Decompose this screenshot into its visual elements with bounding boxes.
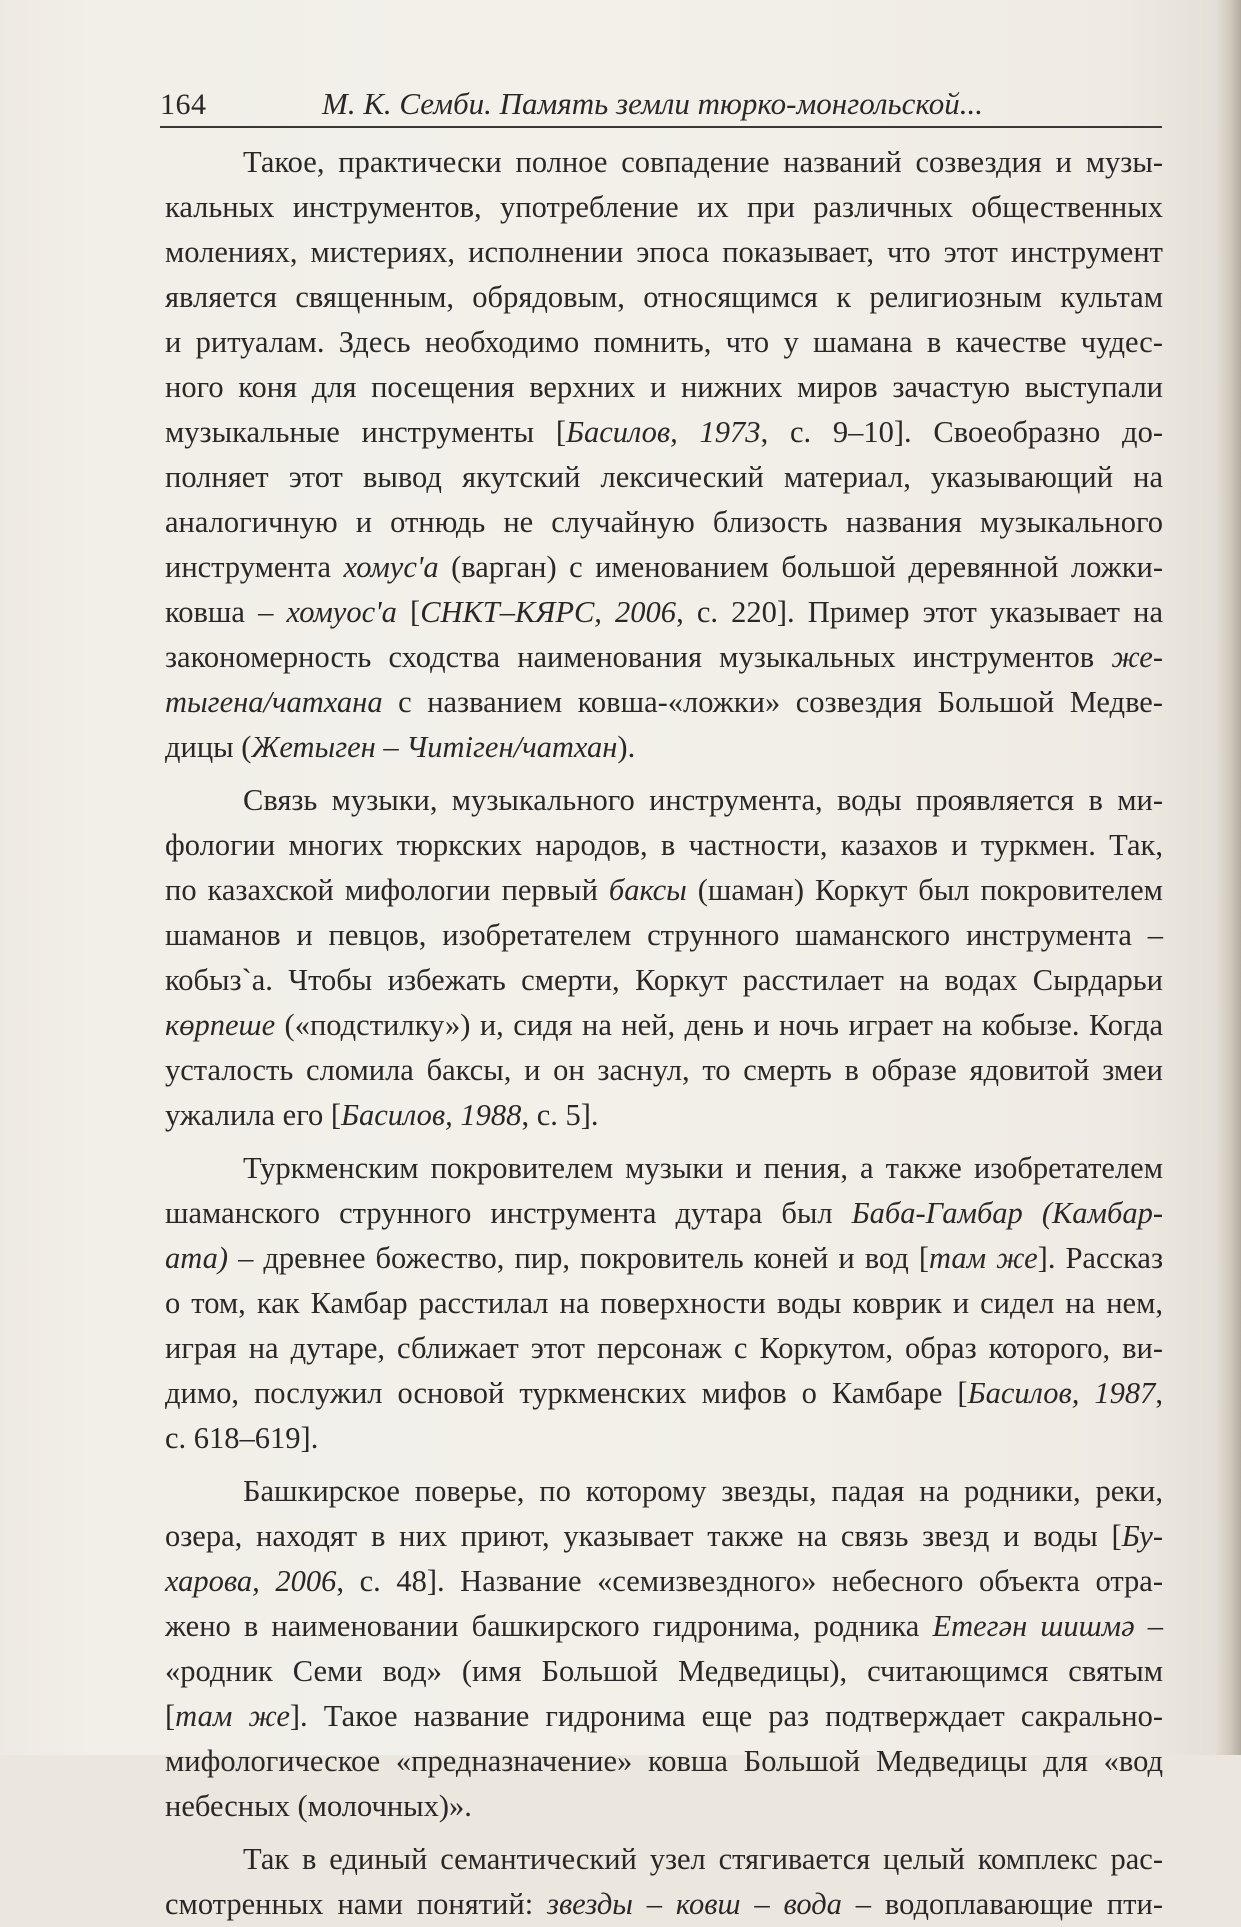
text-span: ужалила его [ — [165, 1098, 341, 1132]
text-span: ного коня для посещения верхних и нижних миров зачастую выступали — [165, 370, 1163, 404]
italic-span: там же — [929, 1241, 1038, 1275]
text-span: с. 618–619]. — [165, 1421, 319, 1455]
text-line — [165, 140, 1163, 185]
text-span: шаманского струнного инструмента дутара был — [165, 1196, 852, 1230]
text-span: о том, как Камбар расстилал на поверхности воды коврик и сидел на нем, — [165, 1286, 1163, 1320]
text-line — [165, 635, 1163, 680]
text-span: «родник Семи вод» (имя Большой Медведицы), считающимся святым — [165, 1654, 1163, 1688]
text-line — [165, 1093, 1163, 1138]
text-span: небесных (молочных)». — [165, 1789, 472, 1823]
text-line — [165, 1694, 1163, 1739]
text-line — [165, 778, 1163, 823]
text-line — [165, 1604, 1163, 1649]
text-line — [165, 1048, 1163, 1093]
paragraph — [165, 1837, 1163, 1927]
text-span: кобыз`а. Чтобы избежать смерти, Коркут расстилает на водах Сырдарьи — [165, 963, 1163, 997]
text-line — [165, 1739, 1163, 1784]
text-line — [165, 365, 1163, 410]
text-line — [165, 1837, 1163, 1882]
text-span: музыкальные инструменты [ — [165, 415, 566, 449]
body-text — [165, 140, 1163, 1927]
text-span: играя на дутаре, сближает этот персонаж с Коркутом, образ которого, ви- — [165, 1331, 1163, 1365]
text-line — [165, 913, 1163, 958]
text-line — [165, 823, 1163, 868]
paragraph — [165, 1146, 1163, 1461]
text-span: дицы ( — [165, 730, 252, 764]
text-span: шаманов и певцов, изобретателем струнного шаманского инструмента – — [165, 918, 1163, 952]
text-line — [165, 185, 1163, 230]
italic-span: харова, 2006 — [165, 1564, 337, 1598]
text-span: с названием ковша-«ложки» созвездия Большой Медве- — [382, 685, 1163, 719]
text-span: и ритуалам. Здесь необходимо помнить, что у шамана в качестве чудес- — [165, 325, 1163, 359]
text-line — [165, 1882, 1163, 1927]
running-title: М. К. Семби. Память земли тюрко-монгольской... — [322, 86, 983, 121]
text-line — [165, 410, 1163, 455]
italic-span: звезды – ковш – вода — [547, 1887, 842, 1921]
text-span: – — [1134, 1609, 1163, 1643]
paragraph-gap — [165, 1829, 1163, 1837]
text-line — [165, 1326, 1163, 1371]
text-span: Башкирское поверье, по которому звезды, падая на родники, реки, — [243, 1474, 1163, 1508]
text-span: ]. Рассказ — [1037, 1241, 1163, 1275]
italic-span: Жетыген – Чиmiген/чатхан — [251, 730, 618, 764]
paragraph — [165, 1469, 1163, 1829]
text-span: жено в наименовании башкирского гидронима, родника — [165, 1609, 933, 1643]
text-line — [165, 1236, 1163, 1281]
text-span: димо, послужил основой туркменских мифов о Камбаре [ — [165, 1376, 968, 1410]
text-line — [165, 1514, 1163, 1559]
text-line — [165, 500, 1163, 545]
text-line — [165, 1416, 1163, 1461]
text-span: фологии многих тюркских народов, в частности, казахов и туркмен. Так, — [165, 828, 1163, 862]
text-span: (варган) с именованием большой деревянной ложки- — [438, 550, 1164, 584]
text-line — [165, 320, 1163, 365]
text-span: мифологическое «предназначение» ковша Большой Медведицы для «вод — [165, 1744, 1163, 1778]
text-span: [ — [165, 1699, 176, 1733]
italic-span: же- — [1111, 640, 1163, 674]
text-span: смотренных нами понятий: — [165, 1887, 548, 1921]
text-span: (шаман) Коркут был покровителем — [686, 873, 1163, 907]
running-header — [160, 82, 1162, 128]
italic-span: Бу- — [1121, 1519, 1163, 1553]
italic-span: там же — [175, 1699, 290, 1733]
text-line — [165, 1559, 1163, 1604]
text-span: , с. 48]. Название «семизвездного» небесного объекта отра- — [336, 1564, 1163, 1598]
text-line — [165, 1371, 1163, 1416]
text-span: [ — [396, 595, 421, 629]
text-line — [165, 725, 1163, 770]
italic-span: көрпеше — [165, 1008, 276, 1042]
paragraph — [165, 778, 1163, 1138]
page-edge-shadow — [1215, 0, 1241, 1755]
italic-span: тыгена/чатхана — [165, 685, 383, 719]
italic-span: хомус'а — [343, 550, 439, 584]
text-line — [165, 590, 1163, 635]
text-line — [165, 1146, 1163, 1191]
italic-span: Басилов, 1987 — [967, 1376, 1156, 1410]
text-line — [165, 1191, 1163, 1236]
text-line — [165, 455, 1163, 500]
text-span: Такое, практически полное совпадение названий созвездия и музы- — [243, 145, 1163, 179]
text-span: ]. Такое название гидронима еще раз подтверждает сакрально- — [289, 1699, 1163, 1733]
italic-span: Етегән шишмә — [932, 1609, 1135, 1643]
text-span: озера, находят в них приют, указывает также на связь звезд и воды [ — [165, 1519, 1122, 1553]
paragraph-gap — [165, 1461, 1163, 1469]
text-span: Так в единый семантический узел стягивается целый комплекс рас- — [243, 1842, 1163, 1876]
italic-span: Басилов, 1988 — [340, 1098, 522, 1132]
text-span: ковша – — [165, 595, 287, 629]
text-line — [165, 545, 1163, 590]
text-span: , с. 220]. Пример этот указывает на — [676, 595, 1163, 629]
italic-span: СНКТ–КЯРС, 2006 — [420, 595, 677, 629]
text-span: аналогичную и отнюдь не случайную близость названия музыкального — [165, 505, 1163, 539]
text-span: , с. 5]. — [521, 1098, 599, 1132]
text-line — [165, 1281, 1163, 1326]
text-line — [165, 868, 1163, 913]
paragraph — [165, 140, 1163, 770]
text-span: является священным, обрядовым, относящимся к религиозным культам — [165, 280, 1163, 314]
text-span: Связь музыки, музыкального инструмента, воды проявляется в ми- — [243, 783, 1163, 817]
text-span: по казахской мифологии первый — [165, 873, 609, 907]
text-span: («подстилку») и, сидя на ней, день и ночь играет на кобызе. Когда — [275, 1008, 1163, 1042]
text-line — [165, 1003, 1163, 1048]
italic-span: баксы — [608, 873, 687, 907]
italic-span: Басилов, 1973 — [565, 415, 761, 449]
text-span: усталость сломила баксы, и он заснул, то смерть в образе ядовитой змеи — [165, 1053, 1163, 1087]
italic-span: ата) — [165, 1241, 229, 1275]
text-line — [165, 1469, 1163, 1514]
text-line — [165, 1784, 1163, 1829]
text-span: , с. 9–10]. Своеобразно до- — [760, 415, 1163, 449]
text-line — [165, 680, 1163, 725]
text-span: Туркменским покровителем музыки и пения, а также изобретателем — [243, 1151, 1163, 1185]
text-line — [165, 275, 1163, 320]
italic-span: хомуос'а — [286, 595, 397, 629]
text-span: – древнее божество, пир, покровитель коней и вод [ — [228, 1241, 929, 1275]
text-span: , — [1155, 1376, 1163, 1410]
paragraph-gap — [165, 1138, 1163, 1146]
text-span: молениях, мистериях, исполнении эпоса показывает, что этот инструмент — [165, 235, 1163, 269]
text-span: закономерность сходства наименования музыкальных инструментов — [165, 640, 1112, 674]
text-span: инструмента — [165, 550, 344, 584]
text-line — [165, 958, 1163, 1003]
italic-span: Баба-Гамбар (Камбар- — [851, 1196, 1163, 1230]
paragraph-gap — [165, 770, 1163, 778]
text-line — [165, 230, 1163, 275]
text-span: – водоплавающие пти- — [841, 1887, 1163, 1921]
text-line — [165, 1649, 1163, 1694]
page-number: 164 — [160, 88, 207, 121]
text-span: кальных инструментов, употребление их при различных общественных — [165, 190, 1163, 224]
text-span: полняет этот вывод якутский лексический материал, указывающий на — [165, 460, 1163, 494]
text-span: ). — [617, 730, 636, 764]
